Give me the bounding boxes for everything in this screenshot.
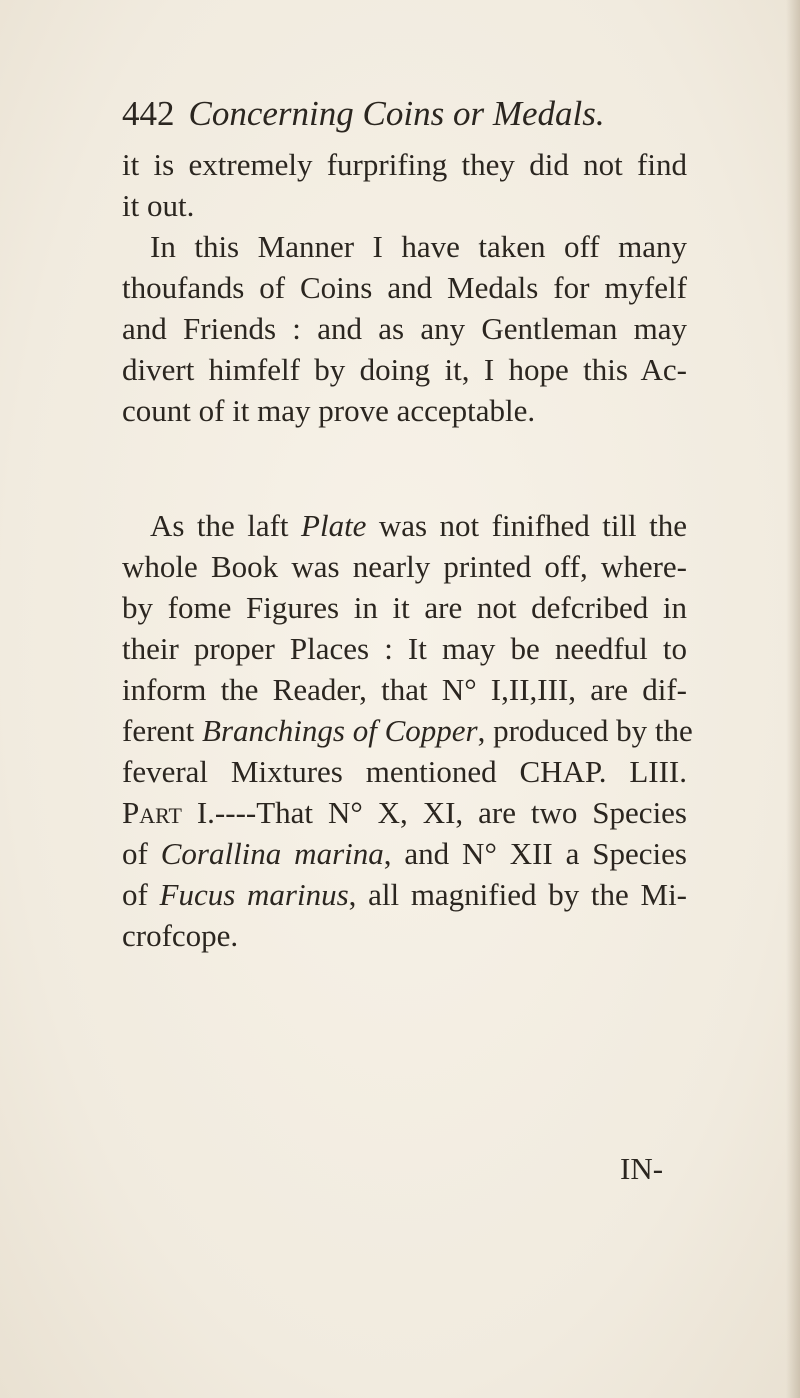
text-line: it out.: [122, 188, 195, 223]
text-line: feveral Mixtures mentioned CHAP. LIII.: [122, 754, 687, 789]
text-line: crofcope.: [122, 918, 239, 953]
text-line: [122, 792, 687, 833]
text-span: , all magnified by the Mi-: [348, 877, 688, 912]
text-line: by fome Figures in it are not defcribed in: [122, 590, 687, 625]
paragraph-1: [122, 144, 687, 226]
text-line: [122, 874, 687, 915]
text-line: [122, 505, 687, 546]
italic-branchings: Branchings of Copper: [202, 713, 478, 748]
running-title: Concerning Coins or Medals.: [188, 94, 605, 133]
italic-plate: Plate: [301, 508, 367, 543]
running-header: [122, 92, 682, 136]
text-span: I.----That N° X, XI, are two Species: [181, 795, 687, 830]
text-line: count of it may prove acceptable.: [122, 393, 536, 428]
text-line: [122, 710, 693, 751]
text-span: , produced by the: [477, 713, 693, 748]
text-line: divert himfelf by doing it, I hope this Ac-: [122, 352, 687, 387]
text-line: inform the Reader, that N° I,II,III, are dif-: [122, 672, 687, 707]
italic-corallina: Corallina marina: [160, 836, 384, 871]
text-line: their proper Places : It may be needful to: [122, 631, 687, 666]
text-span: of: [122, 836, 161, 871]
italic-fucus: Fucus marinus: [159, 877, 349, 912]
page-number: 442: [122, 94, 175, 133]
text-line: [122, 833, 687, 874]
text-line: whole Book was nearly printed off, where-: [122, 549, 687, 584]
text-span: As the laft: [150, 508, 302, 543]
text-line: it is extremely furprifing they did not find: [122, 147, 687, 182]
catchword: IN-: [620, 1151, 664, 1186]
paragraph-3: [122, 505, 693, 956]
text-line: and Friends : and as any Gentleman may: [122, 311, 687, 346]
text-span: of: [122, 877, 160, 912]
text-span: ferent: [122, 713, 203, 748]
text-span: was not finifhed till the: [366, 508, 688, 543]
text-span: , and N° XII a Species: [383, 836, 687, 871]
text-line: In this Manner I have taken off many: [150, 229, 687, 264]
page-edge-shadow: [786, 0, 800, 1398]
small-caps-part: Part: [122, 795, 182, 830]
paragraph-2: [122, 226, 687, 431]
text-line: thoufands of Coins and Medals for myfelf: [122, 270, 687, 305]
